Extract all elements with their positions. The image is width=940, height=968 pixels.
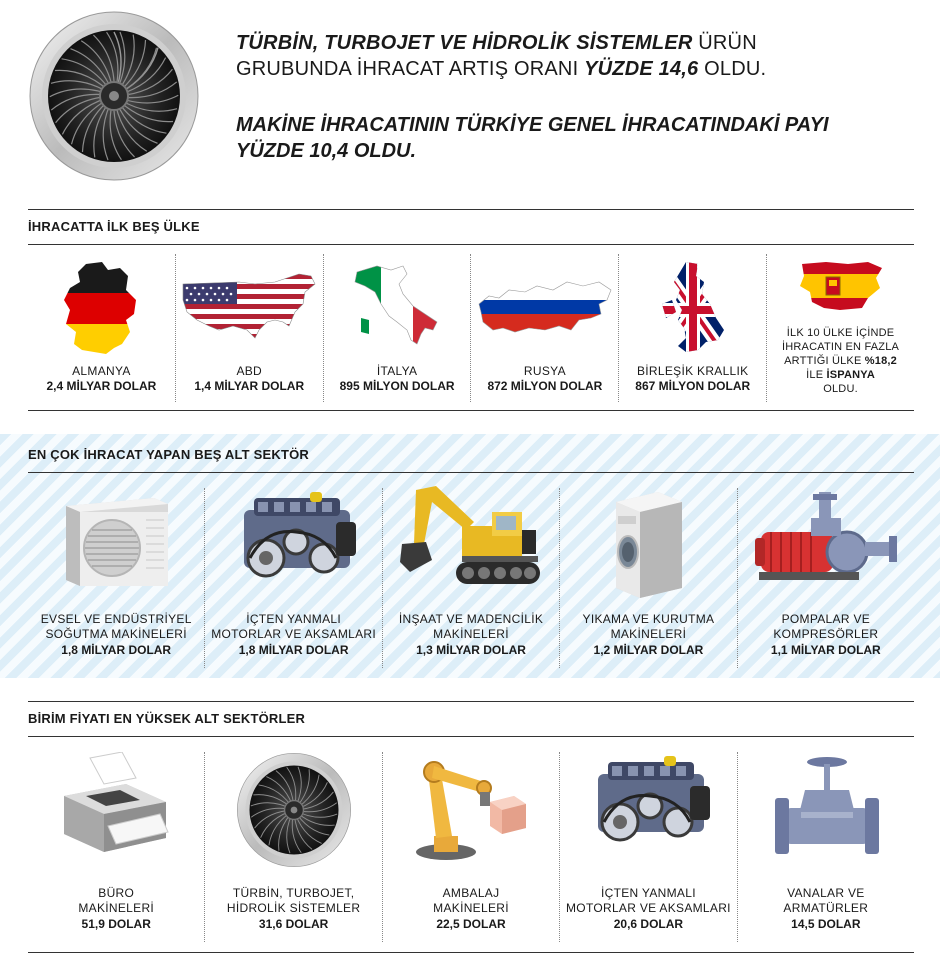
germany-map-icon (56, 260, 146, 356)
sector-value: 1,3 MİLYAR DOLAR (416, 643, 526, 657)
sector-engines (205, 488, 382, 668)
air-conditioner-icon (56, 488, 176, 598)
sector-value: 1,1 MİLYAR DOLAR (770, 643, 881, 657)
country-value: 2,4 MİLYAR DOLAR (46, 379, 157, 393)
country-name: ALMANYA (72, 364, 131, 378)
country-russia (471, 254, 619, 402)
section-divider (28, 209, 914, 210)
country-name: BİRLEŞİK KRALLIK (636, 364, 749, 378)
unit-label: İÇTEN YANMALI MOTORLAR VE AKSAMLARI (566, 886, 731, 915)
sector-value: 1,8 MİLYAR DOLAR (61, 643, 172, 657)
italy-map-icon (347, 260, 447, 360)
spain-note: İLK 10 ÜLKE İÇİNDE İHRACATIN EN FAZLA ARTTIĞI ÜLKE %18,2 İLE İSPANYA OLDU. (782, 327, 900, 395)
section-divider (28, 736, 914, 737)
engine-icon (224, 488, 364, 598)
section-divider (28, 244, 914, 245)
sector-label: İÇTEN YANMALI MOTORLAR VE AKSAMLARI (211, 612, 376, 641)
sector-label: POMPALAR VE KOMPRESÖRLER (773, 612, 879, 641)
sectors-section-title: EN ÇOK İHRACAT YAPAN BEŞ ALT SEKTÖR (28, 447, 309, 462)
sector-label: EVSEL VE ENDÜSTRİYEL SOĞUTMA MAKİNELERİ (40, 612, 192, 641)
uk-map-icon (658, 260, 728, 360)
country-italy (324, 254, 472, 402)
sector-label: YIKAMA VE KURUTMA MAKİNELERİ (582, 612, 715, 641)
sector-pumps (738, 488, 914, 668)
country-value: 895 MİLYON DOLAR (339, 379, 455, 393)
unit-value: 22,5 DOLAR (436, 917, 506, 931)
washing-machine-icon (598, 488, 698, 600)
turbine-icon (28, 10, 200, 182)
sector-value: 1,2 MİLYAR DOLAR (593, 643, 704, 657)
country-name: RUSYA (523, 364, 566, 378)
country-spain-note (767, 254, 914, 402)
headline-share: MAKİNE İHRACATININ TÜRKİYE GENEL İHRACATINDAKİ PAYI YÜZDE 10,4 OLDU. (236, 114, 829, 162)
spain-map-icon (796, 258, 886, 312)
unit-packaging (383, 752, 560, 942)
unit-label: AMBALAJ MAKİNELERİ (433, 886, 509, 915)
country-name: İTALYA (376, 364, 418, 378)
section-divider (28, 701, 914, 702)
sector-cooling (28, 488, 205, 668)
printer-icon (56, 752, 176, 868)
robot-arm-icon (406, 752, 536, 868)
section-divider (28, 410, 914, 411)
engine-icon (578, 752, 718, 862)
excavator-icon (396, 482, 546, 598)
unit-label: TÜRBİN, TURBOJET, HİDROLİK SİSTEMLER (226, 886, 361, 915)
headline-growth: TÜRBİN, TURBOJET VE HİDROLİK SİSTEMLER ÜRÜN GRUBUNDA İHRACAT ARTIŞ ORANI YÜZDE 14,6 OLDU. (236, 32, 767, 80)
country-value: 1,4 MİLYAR DOLAR (194, 379, 305, 393)
country-name: ABD (236, 364, 263, 378)
unit-office (28, 752, 205, 942)
unit-value: 31,6 DOLAR (258, 917, 329, 931)
valve-icon (771, 752, 881, 868)
unit-valves (738, 752, 914, 942)
unit-label: BÜRO MAKİNELERİ (78, 886, 155, 915)
unit-value: 20,6 DOLAR (613, 917, 684, 931)
sectors-row (28, 488, 914, 668)
header (0, 0, 940, 200)
country-usa (176, 254, 324, 402)
usa-map-icon (179, 260, 319, 356)
unit-label: VANALAR VE ARMATÜRLER (783, 886, 869, 915)
unit-row (28, 752, 914, 942)
unit-engines (560, 752, 737, 942)
sector-construction (383, 488, 560, 668)
country-uk (619, 254, 767, 402)
turbine-icon (236, 752, 352, 868)
unit-turbine (205, 752, 382, 942)
country-value: 872 MİLYON DOLAR (487, 379, 603, 393)
section-divider (28, 472, 914, 473)
countries-row (28, 254, 914, 402)
sector-value: 1,8 MİLYAR DOLAR (238, 643, 349, 657)
country-value: 867 MİLYON DOLAR (635, 379, 751, 393)
countries-section-title: İHRACATTA İLK BEŞ ÜLKE (28, 219, 200, 234)
russia-map-icon (475, 260, 615, 356)
sector-washing (560, 488, 737, 668)
pump-icon (751, 488, 901, 598)
unit-value: 51,9 DOLAR (81, 917, 151, 931)
unit-value: 14,5 DOLAR (791, 917, 861, 931)
country-germany (28, 254, 176, 402)
unit-section-title: BİRİM FİYATI EN YÜKSEK ALT SEKTÖRLER (28, 711, 306, 726)
sector-label: İNŞAAT VE MADENCİLİK MAKİNELERİ (398, 612, 544, 641)
section-divider (28, 952, 914, 953)
